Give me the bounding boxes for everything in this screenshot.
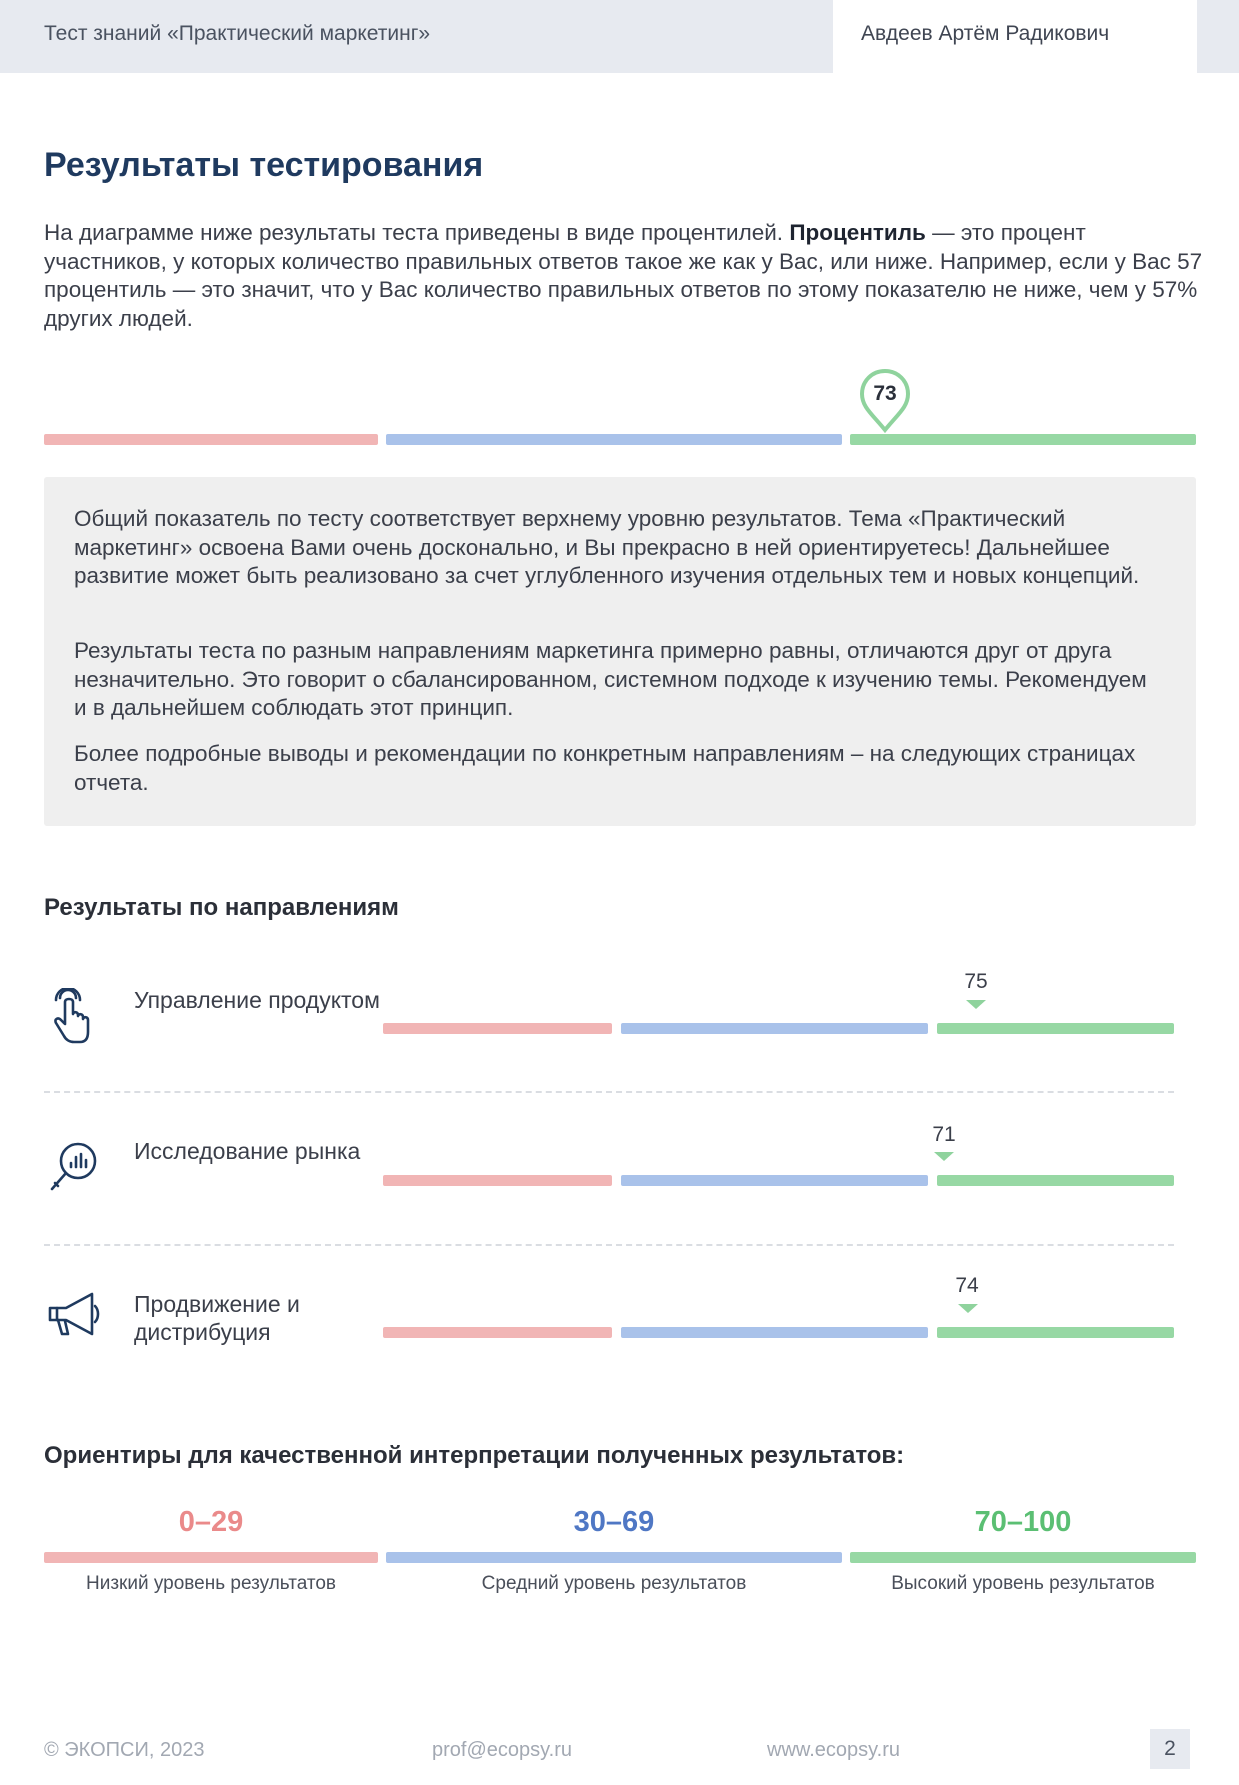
footer-copyright: © ЭКОПСИ, 2023 — [44, 1739, 205, 1761]
direction-label-research: Исследование рынка — [134, 1138, 361, 1164]
direction-3-value: 74 — [955, 1274, 979, 1297]
direction-3-scale-low — [383, 1327, 612, 1338]
summary-paragraph-2: Результаты теста по разным направлениям маркетинга примерно равны, отличаются друг от друга незначительно. Это говорит о сбалансированном, системном подходе к изучению темы. Рекомендуем и в дальнейшем соблюдать этот принцип. — [74, 638, 1147, 720]
direction-1-marker — [966, 1000, 986, 1009]
range-low: 0–29 — [178, 1506, 244, 1538]
direction-1-scale-mid — [621, 1023, 928, 1034]
range-high: 70–100 — [974, 1506, 1072, 1538]
guides-title: Ориентиры для качественной интерпретации полученных результатов: — [44, 1442, 905, 1469]
range-mid: 30–69 — [573, 1506, 655, 1538]
direction-2-scale-low — [383, 1175, 612, 1186]
direction-1-scale-low — [383, 1023, 612, 1034]
intro-term: Процентиль — [789, 220, 926, 245]
test-title: Тест знаний «Практический маркетинг» — [44, 22, 431, 45]
guide-bar-mid — [386, 1552, 842, 1563]
direction-label-promotion: Продвижение и дистрибуция — [134, 1291, 300, 1345]
direction-3-scale-mid — [621, 1327, 928, 1338]
direction-2-marker — [934, 1152, 954, 1161]
footer-site-link[interactable]: www.ecopsy.ru — [767, 1739, 901, 1761]
direction-2-value: 71 — [932, 1123, 956, 1146]
magnifier-chart-icon — [46, 1137, 102, 1197]
intro-paragraph — [44, 219, 1204, 333]
user-name: Авдеев Артём Радикович — [861, 22, 1110, 45]
page-title: Результаты тестирования — [44, 146, 484, 184]
page-number: 2 — [1150, 1729, 1190, 1769]
guide-bar-high — [850, 1552, 1196, 1563]
footer-email-link[interactable]: prof@ecopsy.ru — [432, 1739, 572, 1761]
direction-2-scale-mid — [621, 1175, 928, 1186]
overall-value: 73 — [873, 382, 897, 405]
range-caption-high: Высокий уровень результатов — [891, 1573, 1155, 1594]
divider — [44, 1091, 1174, 1093]
intro-text-1: На диаграмме ниже результаты теста приведены в виде процентилей. — [44, 220, 790, 245]
intro-text-2: — это процент участников, у которых количество правильных ответов такое же как у Вас, или ниже. Например, если у Вас 57 процентиль — это значит, что у Вас количество правильных ответов по этому показателю не ниже, чем у 57% других людей. — [44, 220, 1203, 331]
overall-scale-high — [850, 434, 1196, 445]
guide-bar-low — [44, 1552, 378, 1563]
overall-scale-mid — [386, 434, 842, 445]
direction-1-scale-high — [937, 1023, 1174, 1034]
direction-3-marker — [958, 1304, 978, 1313]
pointing-hand-icon — [46, 988, 102, 1048]
directions-title: Результаты по направлениям — [44, 894, 399, 921]
range-caption-mid: Средний уровень результатов — [481, 1573, 747, 1594]
direction-2-scale-high — [937, 1175, 1174, 1186]
overall-scale-low — [44, 434, 378, 445]
summary-paragraph-1: Общий показатель по тесту соответствует верхнему уровню результатов. Тема «Практический маркетинг» освоена Вами очень досконально, и Вы прекрасно в ней ориентируетесь! Дальнейшее развитие может быть реализовано за счет углубленного изучения отдельных тем и новых концепций. — [74, 506, 1140, 588]
range-caption-low: Низкий уровень результатов — [86, 1573, 336, 1594]
direction-label-product: Управление продуктом — [134, 987, 380, 1013]
megaphone-icon — [46, 1288, 102, 1348]
summary-paragraph-3: Более подробные выводы и рекомендации по конкретным направлениям – на следующих страницах отчета. — [74, 741, 1136, 795]
direction-3-scale-high — [937, 1327, 1174, 1338]
header-bar-end — [1197, 0, 1239, 73]
direction-1-value: 75 — [964, 970, 988, 993]
divider — [44, 1244, 1174, 1246]
